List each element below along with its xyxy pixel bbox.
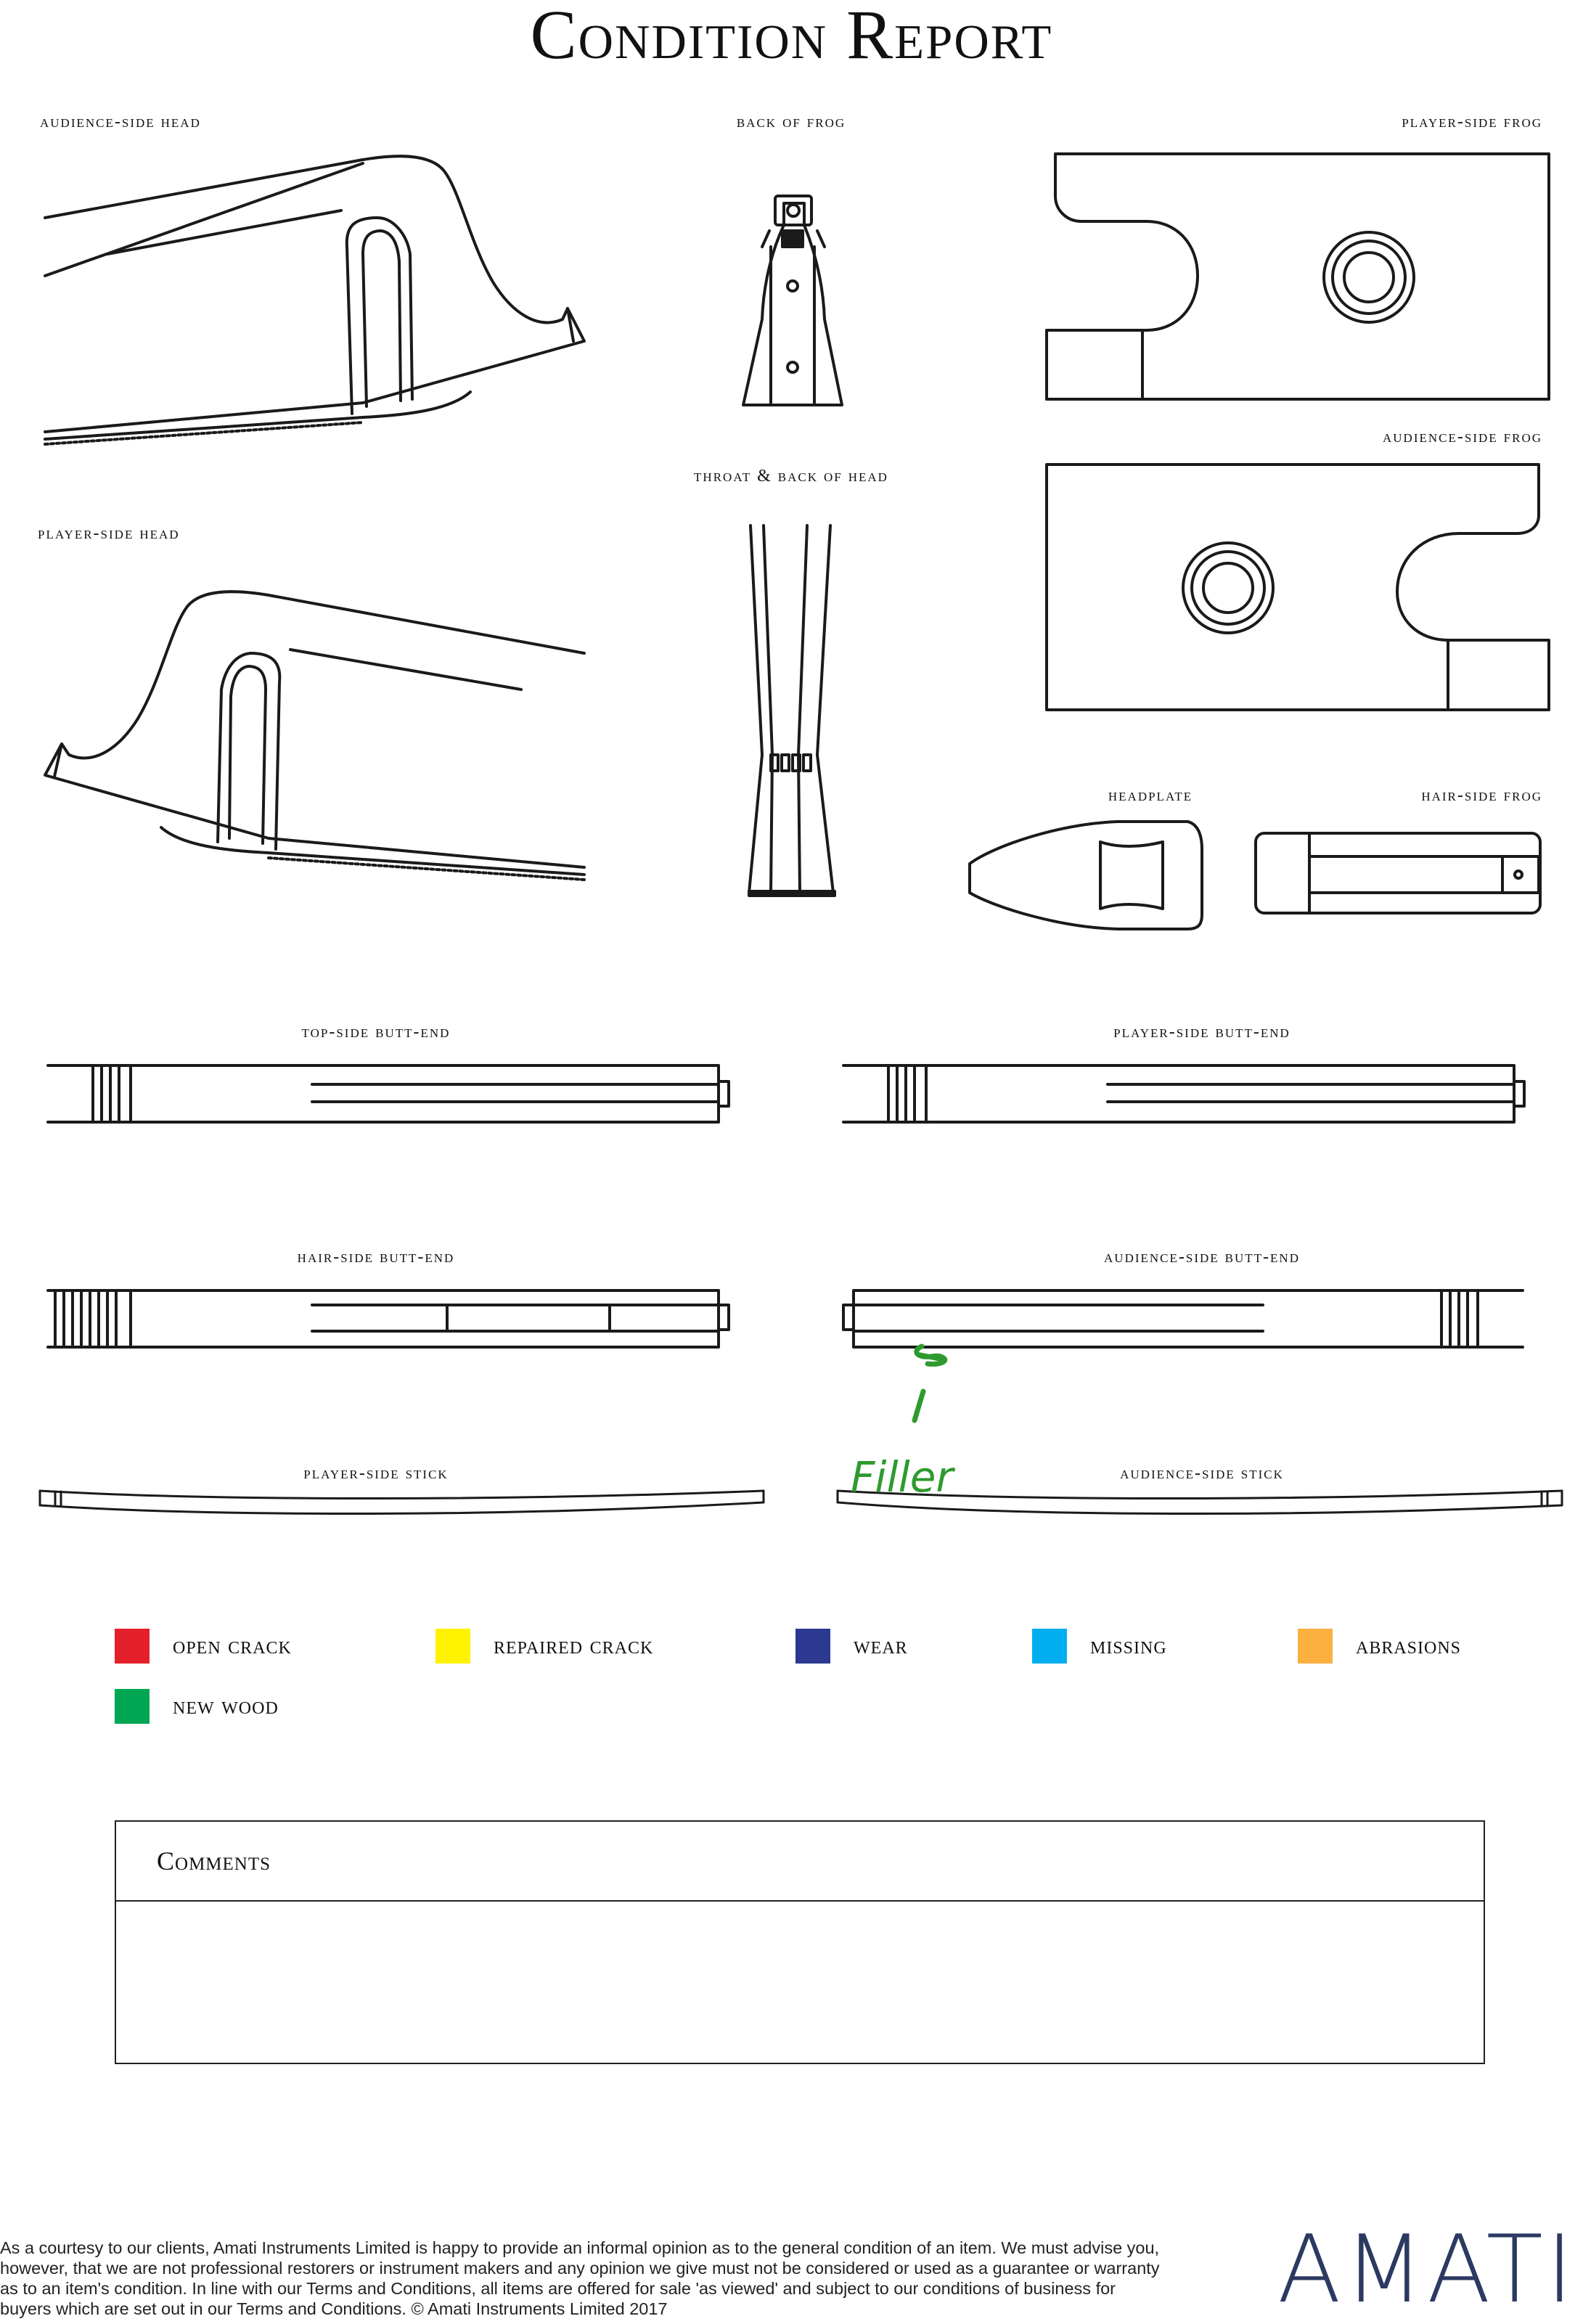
label-headplate: headplate [1108,786,1193,805]
hair-side-frog-drawing [1256,833,1540,913]
legend-swatch [795,1629,830,1664]
comments-box [115,1820,1485,2064]
legend-swatch [115,1689,150,1724]
legend-label: open crack [173,1632,292,1659]
back-of-frog-drawing [743,196,842,405]
legend-label: repaired crack [494,1632,654,1659]
label-audience-side-frog: audience-side frog [1383,427,1542,446]
legend-swatch [435,1629,470,1664]
player-side-frog-drawing [1047,154,1549,399]
player-side-butt-end-drawing [843,1065,1524,1122]
label-player-side-butt-end: player-side butt-end [1113,1023,1290,1042]
page-title: Condition Report [530,0,1053,73]
legend-label: wear [854,1632,908,1659]
label-player-side-stick: player-side stick [303,1464,449,1483]
legend-item-new-wood [115,1688,279,1724]
legend-label: abrasions [1356,1632,1462,1659]
audience-side-frog-drawing [1047,465,1549,710]
player-side-stick-drawing [40,1491,764,1514]
legend-label: missing [1090,1632,1167,1659]
legend-item-missing [1032,1628,1167,1664]
label-player-side-frog: player-side frog [1402,112,1542,131]
legend-label: new wood [173,1693,279,1719]
amati-logo: AMATI [1277,2216,1576,2324]
label-hair-side-butt-end: hair-side butt-end [297,1248,455,1267]
label-audience-side-stick: audience-side stick [1120,1464,1284,1483]
legend-swatch [1032,1629,1067,1664]
label-back-of-frog: back of frog [736,112,846,131]
legend-swatch [1298,1629,1333,1664]
comments-field[interactable] [116,1902,1484,2064]
legend-item-abrasions [1298,1628,1461,1664]
player-side-head-drawing [45,592,584,880]
label-top-side-butt-end: top-side butt-end [301,1023,451,1042]
legend-item-open-crack [115,1628,292,1664]
throat-back-of-head-drawing [749,525,835,896]
legend-item-repaired-crack [435,1628,653,1664]
hair-side-butt-end-drawing [48,1290,729,1347]
audience-side-head-drawing [45,156,584,444]
legend-item-wear [795,1628,908,1664]
label-hair-side-frog: hair-side frog [1421,786,1542,805]
top-side-butt-end-drawing [48,1065,729,1122]
comments-heading: Comments [116,1822,1484,1902]
label-audience-side-butt-end: audience-side butt-end [1104,1248,1300,1267]
legend-swatch [115,1629,150,1664]
handwritten-annotation [842,1299,987,1502]
annotation-text: Filler [851,1452,954,1502]
headplate-drawing [970,822,1202,929]
label-throat-back-of-head: throat & back of head [694,467,888,486]
disclaimer-text: As a courtesy to our clients, Amati Instruments Limited is happy to provide an informal opinion as to the general condition of an item. We must advise you, however, that we are not professional restorers or instrument makers and any opinion we give must not be considered or used as a guarantee or warranty as to an item's condition. In line with our Terms and Conditions, all items are offered for sale 'as viewed' and subject to our conditions of business for buyers which are set out in our Terms and Conditions. © Amati Instruments Limited 2017 [0,2238,1160,2318]
label-player-side-head: player-side head [38,524,180,543]
label-audience-side-head: audience-side head [40,112,201,131]
